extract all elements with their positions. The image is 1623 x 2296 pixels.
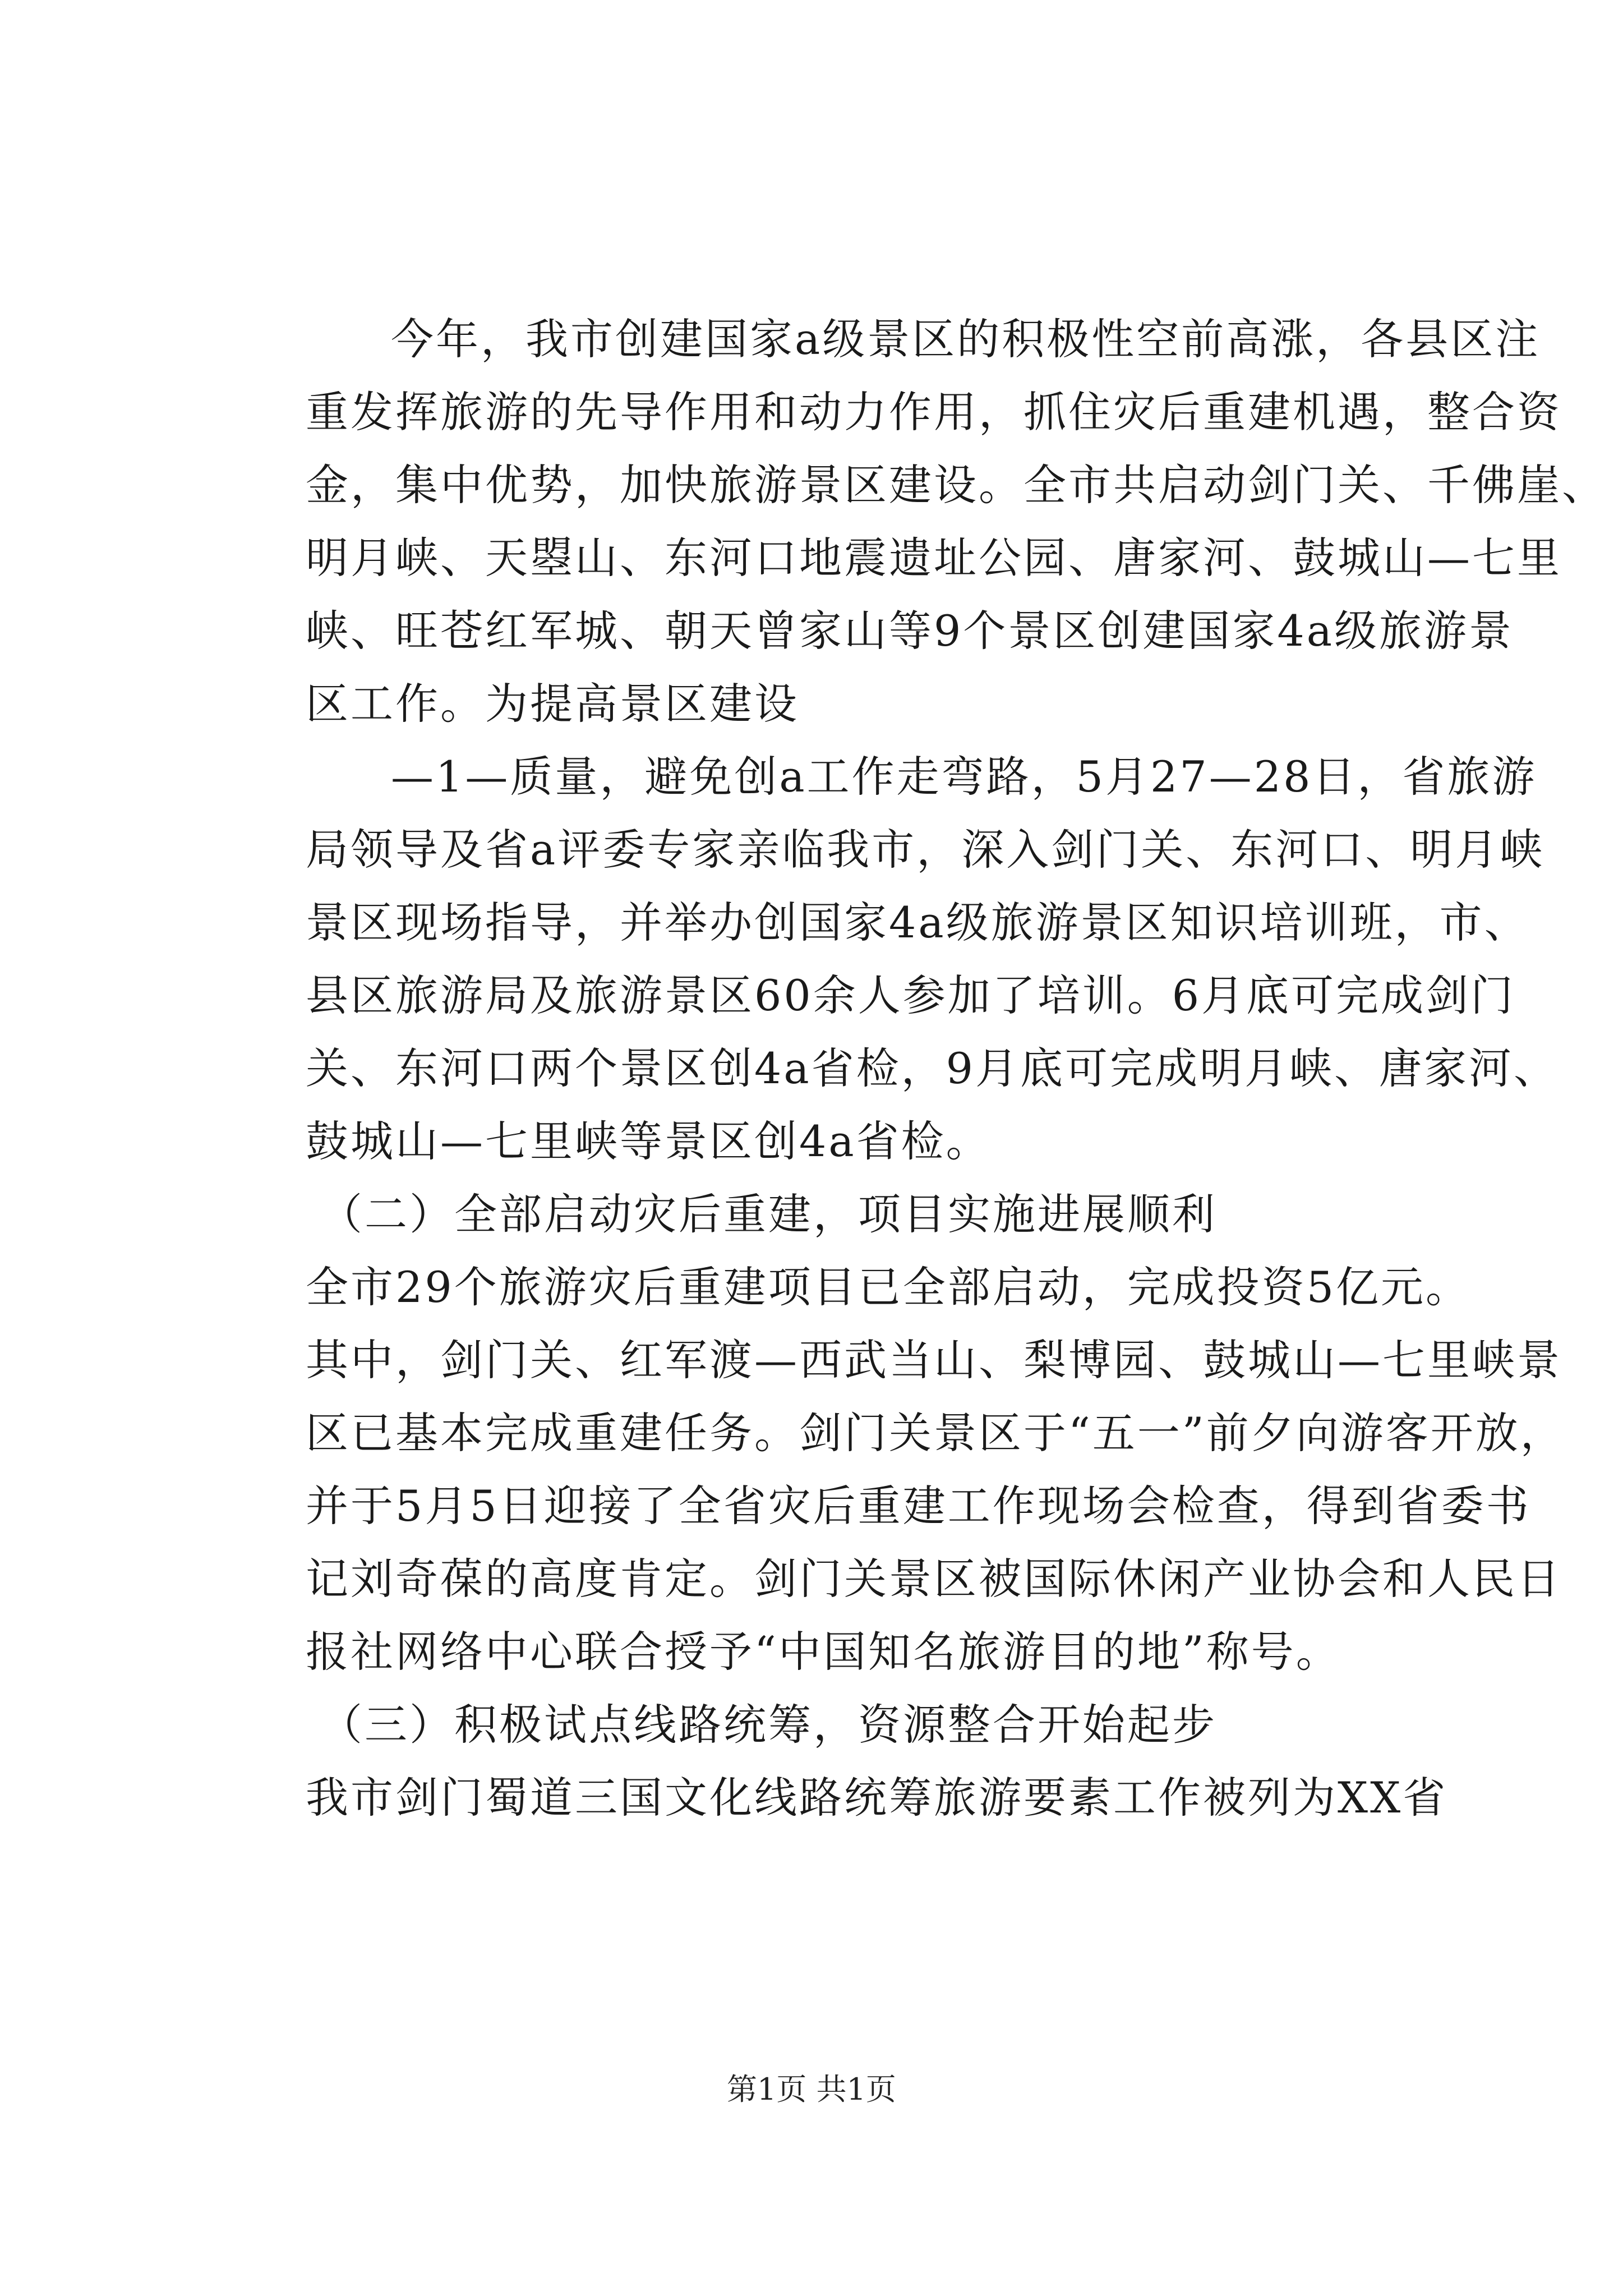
section-heading: （三）积极试点线路统筹，资源整合开始起步: [320, 1700, 1217, 1750]
page-number-footer: 第1页 共1页: [727, 2072, 896, 2107]
text-line: 并于5月5日迎接了全省灾后重建工作现场会检查，得到省委书: [306, 1481, 1531, 1531]
document-body: [306, 303, 1607, 1834]
text-line: 鼓城山—七里峡等景区创4a省检。: [306, 1116, 991, 1166]
text-line: 区已基本完成重建任务。剑门关景区于“五一”前夕向游客开放，: [306, 1408, 1565, 1458]
text-line: 报社网络中心联合授予“中国知名旅游目的地”称号。: [306, 1627, 1341, 1677]
text-line: 重发挥旅游的先导作用和动力作用，抓住灾后重建机遇，整合资: [306, 387, 1562, 437]
text-line: 区工作。为提高景区建设: [306, 679, 799, 729]
text-line: 全市29个旅游灾后重建项目已全部启动，完成投资5亿元。: [306, 1262, 1471, 1312]
text-line: 景区现场指导，并举办创国家4a级旅游景区知识培训班，市、: [306, 898, 1529, 947]
text-line: 我市剑门蜀道三国文化线路统筹旅游要素工作被列为XX省: [306, 1773, 1448, 1823]
text-line: 金，集中优势，加快旅游景区建设。全市共启动剑门关、千佛崖、: [306, 460, 1607, 510]
text-line: 局领导及省a评委专家亲临我市，深入剑门关、东河口、明月峡: [306, 825, 1545, 875]
text-line: 记刘奇葆的高度肯定。剑门关景区被国际休闲产业协会和人民日: [306, 1554, 1562, 1604]
text-line: 峡、旺苍红军城、朝天曾家山等9个景区创建国家4a级旅游景: [306, 606, 1514, 656]
text-line: 县区旅游局及旅游景区60余人参加了培训。6月底可完成剑门: [306, 970, 1516, 1020]
text-line: 今年，我市创建国家a级景区的积极性空前高涨，各县区注: [391, 314, 1541, 364]
text-line: 明月峡、天曌山、东河口地震遗址公园、唐家河、鼓城山—七里: [306, 533, 1562, 583]
text-line: 关、东河口两个景区创4a省检，9月底可完成明月峡、唐家河、: [306, 1043, 1559, 1093]
text-line: —1—质量，避免创a工作走弯路，5月27—28日，省旅游: [391, 752, 1537, 802]
section-heading: （二）全部启动灾后重建，项目实施进展顺利: [320, 1189, 1217, 1239]
text-line: 其中，剑门关、红军渡—西武当山、梨博园、鼓城山—七里峡景: [306, 1335, 1562, 1385]
